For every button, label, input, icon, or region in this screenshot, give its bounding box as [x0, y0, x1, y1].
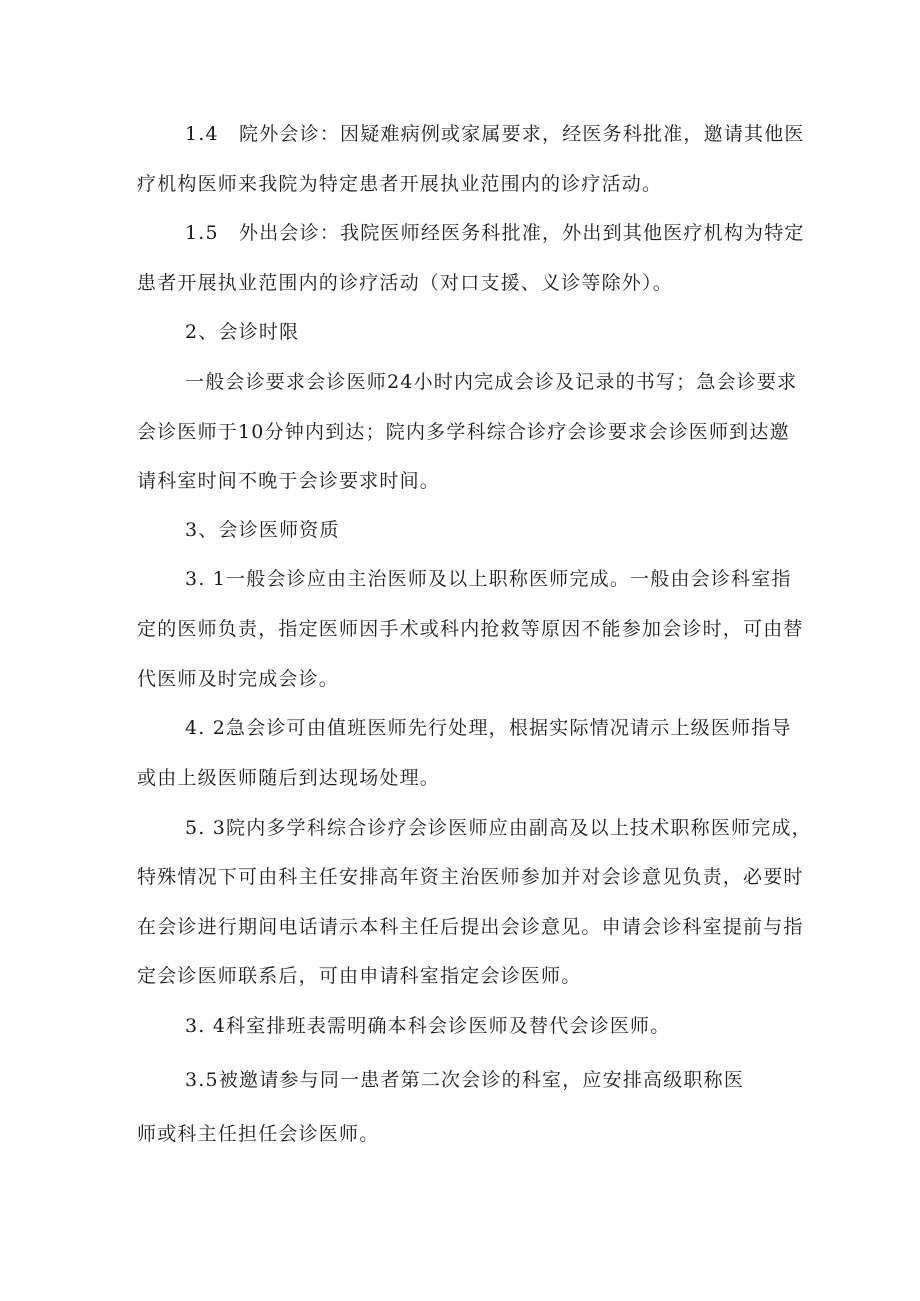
section-heading: 2、会诊时限 — [185, 321, 300, 343]
paragraph-line: 患者开展执业范围内的诊疗活动（对口支援、义诊等除外）。 — [137, 272, 673, 294]
paragraph-line: 特殊情况下可由科主任安排高年资主治医师参加并对会诊意见负责，必要时 — [137, 866, 804, 888]
paragraph-line: 定的医师负责，指定医师因手术或科内抢救等原因不能参加会诊时，可由替 — [137, 618, 804, 640]
paragraph-line: 3. 4科室排班表需明确本科会诊医师及替代会诊医师。 — [185, 1015, 671, 1037]
paragraph-line: 1.5 外出会诊：我院医师经医务科批准，外出到其他医疗机构为特定 — [185, 222, 805, 244]
paragraph-line: 或由上级医师随后到达现场处理。 — [137, 767, 441, 789]
paragraph-line: 定会诊医师联系后，可由申请科室指定会诊医师。 — [137, 965, 582, 987]
paragraph-line: 在会诊进行期间电话请示本科主任后提出会诊意见。申请会诊科室提前与指 — [137, 916, 804, 938]
paragraph-line: 5. 3院内多学科综合诊疗会诊医师应由副高及以上技术职称医师完成， — [185, 817, 812, 839]
paragraph-line: 一般会诊要求会诊医师24小时内完成会诊及记录的书写；急会诊要求 — [185, 371, 798, 393]
paragraph-line: 4. 2急会诊可由值班医师先行处理，根据实际情况请示上级医师指导 — [185, 717, 792, 739]
paragraph-line: 师或科主任担任会诊医师。 — [137, 1123, 380, 1145]
paragraph-line: 3. 1一般会诊应由主治医师及以上职称医师完成。一般由会诊科室指 — [185, 568, 792, 590]
paragraph-line: 3.5被邀请参与同一患者第二次会诊的科室，应安排高级职称医 — [185, 1069, 745, 1091]
paragraph-line: 请科室时间不晚于会诊要求时间。 — [137, 470, 441, 492]
section-heading: 3、会诊医师资质 — [185, 519, 340, 541]
paragraph-line: 代医师及时完成会诊。 — [137, 668, 340, 690]
paragraph-line: 1.4 院外会诊：因疑难病例或家属要求，经医务科批准，邀请其他医 — [185, 123, 805, 145]
paragraph-line: 疗机构医师来我院为特定患者开展执业范围内的诊疗活动。 — [137, 173, 663, 195]
paragraph-line: 会诊医师于10分钟内到达；院内多学科综合诊疗会诊要求会诊医师到达邀 — [137, 421, 790, 443]
